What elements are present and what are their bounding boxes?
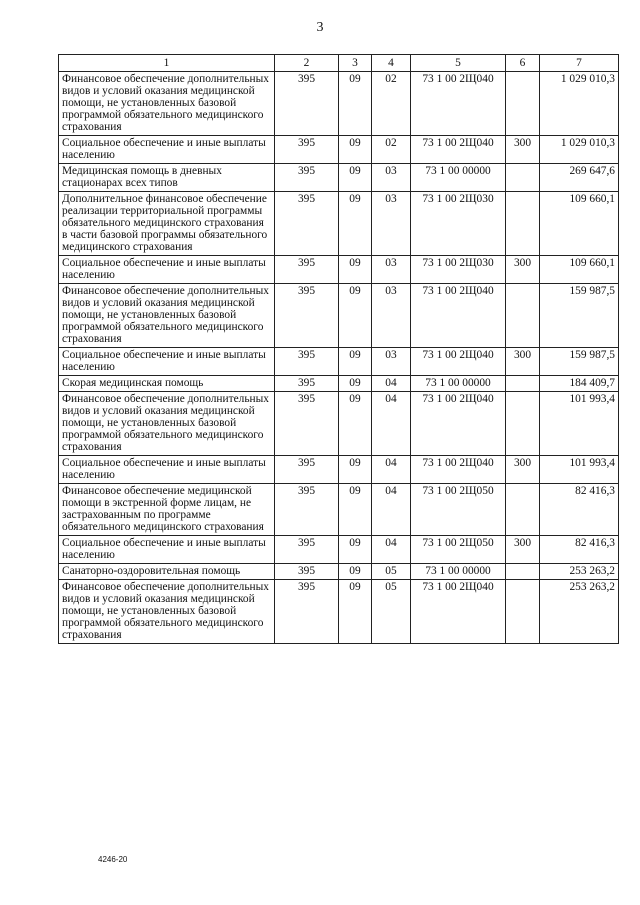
header-col-4: 4 — [372, 55, 411, 72]
table-row — [59, 456, 619, 484]
table-row — [59, 564, 619, 580]
row-amount: 82 416,3 — [540, 484, 619, 536]
row-section: 09 — [339, 580, 372, 644]
row-section: 09 — [339, 348, 372, 376]
row-section: 09 — [339, 456, 372, 484]
row-code-gov: 395 — [275, 72, 339, 136]
row-amount: 269 647,6 — [540, 164, 619, 192]
row-expense-type — [506, 392, 540, 456]
row-code-gov: 395 — [275, 536, 339, 564]
row-subsection: 02 — [372, 136, 411, 164]
table-row — [59, 536, 619, 564]
row-code-gov: 395 — [275, 456, 339, 484]
header-col-1: 1 — [59, 55, 275, 72]
row-expense-type: 300 — [506, 536, 540, 564]
row-expense-type: 300 — [506, 256, 540, 284]
table-body — [59, 72, 619, 644]
row-subsection: 04 — [372, 376, 411, 392]
row-name: Медицинская помощь в дневных стационарах всех типов — [59, 164, 275, 192]
row-name: Финансовое обеспечение дополнительных видов и условий оказания медицинской помощи, не установленных базовой программой обязательного медицинского страхования — [59, 580, 275, 644]
row-target-article: 73 1 00 00000 — [411, 376, 506, 392]
row-code-gov: 395 — [275, 580, 339, 644]
row-subsection: 05 — [372, 564, 411, 580]
row-target-article: 73 1 00 2Щ050 — [411, 484, 506, 536]
row-name: Социальное обеспечение и иные выплаты населению — [59, 536, 275, 564]
row-subsection: 04 — [372, 484, 411, 536]
row-expense-type — [506, 72, 540, 136]
table-row — [59, 284, 619, 348]
row-target-article: 73 1 00 2Щ030 — [411, 256, 506, 284]
row-name: Финансовое обеспечение дополнительных видов и условий оказания медицинской помощи, не установленных базовой программой обязательного медицинского страхования — [59, 72, 275, 136]
row-code-gov: 395 — [275, 284, 339, 348]
table-row — [59, 392, 619, 456]
row-section: 09 — [339, 484, 372, 536]
row-code-gov: 395 — [275, 392, 339, 456]
row-amount: 184 409,7 — [540, 376, 619, 392]
row-amount: 159 987,5 — [540, 348, 619, 376]
table-row — [59, 136, 619, 164]
row-section: 09 — [339, 192, 372, 256]
row-section: 09 — [339, 136, 372, 164]
row-amount: 159 987,5 — [540, 284, 619, 348]
table-row — [59, 72, 619, 136]
row-target-article: 73 1 00 2Щ040 — [411, 348, 506, 376]
page-number: 3 — [316, 20, 324, 35]
row-name: Санаторно-оздоровительная помощь — [59, 564, 275, 580]
table-row — [59, 164, 619, 192]
table-row — [59, 580, 619, 644]
row-section: 09 — [339, 72, 372, 136]
row-section: 09 — [339, 392, 372, 456]
row-expense-type: 300 — [506, 456, 540, 484]
row-name: Финансовое обеспечение медицинской помощи в экстренной форме лицам, не застрахованным по программе обязательного медицинского страхования — [59, 484, 275, 536]
row-name: Социальное обеспечение и иные выплаты населению — [59, 136, 275, 164]
header-col-5: 5 — [411, 55, 506, 72]
row-expense-type — [506, 164, 540, 192]
row-code-gov: 395 — [275, 376, 339, 392]
row-amount: 101 993,4 — [540, 392, 619, 456]
table-row — [59, 484, 619, 536]
row-code-gov: 395 — [275, 348, 339, 376]
row-section: 09 — [339, 164, 372, 192]
table-row — [59, 348, 619, 376]
row-amount: 82 416,3 — [540, 536, 619, 564]
header-col-6: 6 — [506, 55, 540, 72]
row-amount: 109 660,1 — [540, 256, 619, 284]
row-subsection: 03 — [372, 192, 411, 256]
row-expense-type — [506, 376, 540, 392]
table-row — [59, 192, 619, 256]
row-target-article: 73 1 00 2Щ030 — [411, 192, 506, 256]
row-code-gov: 395 — [275, 484, 339, 536]
row-expense-type — [506, 564, 540, 580]
row-target-article: 73 1 00 2Щ040 — [411, 580, 506, 644]
header-col-7: 7 — [540, 55, 619, 72]
row-subsection: 03 — [372, 348, 411, 376]
row-code-gov: 395 — [275, 564, 339, 580]
row-code-gov: 395 — [275, 192, 339, 256]
row-target-article: 73 1 00 00000 — [411, 164, 506, 192]
row-subsection: 03 — [372, 256, 411, 284]
row-expense-type: 300 — [506, 348, 540, 376]
table-row — [59, 256, 619, 284]
row-section: 09 — [339, 284, 372, 348]
row-name: Социальное обеспечение и иные выплаты населению — [59, 348, 275, 376]
row-target-article: 73 1 00 2Щ040 — [411, 136, 506, 164]
row-target-article: 73 1 00 00000 — [411, 564, 506, 580]
header-row — [59, 55, 619, 72]
row-code-gov: 395 — [275, 164, 339, 192]
row-name: Финансовое обеспечение дополнительных видов и условий оказания медицинской помощи, не установленных базовой программой обязательного медицинского страхования — [59, 392, 275, 456]
row-subsection: 04 — [372, 456, 411, 484]
row-code-gov: 395 — [275, 136, 339, 164]
row-section: 09 — [339, 256, 372, 284]
row-expense-type: 300 — [506, 136, 540, 164]
row-target-article: 73 1 00 2Щ040 — [411, 284, 506, 348]
row-amount: 109 660,1 — [540, 192, 619, 256]
row-subsection: 02 — [372, 72, 411, 136]
footer-document-code: 4246-20 — [98, 855, 128, 864]
row-amount: 253 263,2 — [540, 564, 619, 580]
row-target-article: 73 1 00 2Щ040 — [411, 392, 506, 456]
row-expense-type — [506, 484, 540, 536]
row-name: Скорая медицинская помощь — [59, 376, 275, 392]
row-subsection: 03 — [372, 284, 411, 348]
row-subsection: 03 — [372, 164, 411, 192]
row-code-gov: 395 — [275, 256, 339, 284]
row-target-article: 73 1 00 2Щ040 — [411, 72, 506, 136]
row-section: 09 — [339, 376, 372, 392]
row-target-article: 73 1 00 2Щ050 — [411, 536, 506, 564]
budget-table — [58, 54, 619, 644]
table-row — [59, 376, 619, 392]
row-amount: 101 993,4 — [540, 456, 619, 484]
row-amount: 1 029 010,3 — [540, 72, 619, 136]
row-amount: 253 263,2 — [540, 580, 619, 644]
header-col-2: 2 — [275, 55, 339, 72]
row-section: 09 — [339, 536, 372, 564]
row-name: Социальное обеспечение и иные выплаты населению — [59, 456, 275, 484]
header-col-3: 3 — [339, 55, 372, 72]
row-subsection: 05 — [372, 580, 411, 644]
row-section: 09 — [339, 564, 372, 580]
row-expense-type — [506, 192, 540, 256]
row-expense-type — [506, 284, 540, 348]
row-target-article: 73 1 00 2Щ040 — [411, 456, 506, 484]
row-subsection: 04 — [372, 536, 411, 564]
row-name: Финансовое обеспечение дополнительных видов и условий оказания медицинской помощи, не установленных базовой программой обязательного медицинского страхования — [59, 284, 275, 348]
row-name: Дополнительное финансовое обеспечение реализации территориальной программы обязательного медицинского страхования в части базовой программы обязательного медицинского страхования — [59, 192, 275, 256]
row-subsection: 04 — [372, 392, 411, 456]
row-amount: 1 029 010,3 — [540, 136, 619, 164]
row-name: Социальное обеспечение и иные выплаты населению — [59, 256, 275, 284]
row-expense-type — [506, 580, 540, 644]
